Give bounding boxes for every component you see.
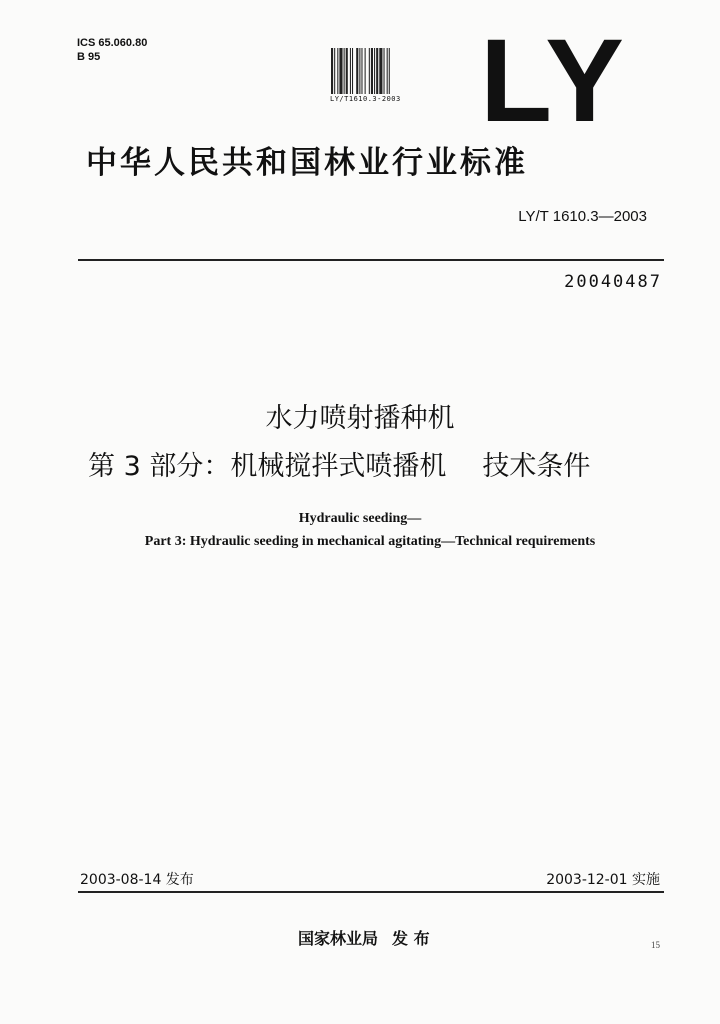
issue-date: 2003-08-14 发布	[80, 872, 194, 888]
title-line-1: 水力喷射播种机	[265, 403, 455, 434]
barcode-bar	[376, 48, 378, 94]
ministry-heading: 中华人民共和国林业行业标准	[86, 145, 528, 181]
header-divider	[78, 259, 664, 261]
barcode-bar	[365, 48, 366, 94]
ly-logo: LY	[480, 15, 628, 147]
barcode-bar	[384, 48, 385, 94]
publisher-name: 国家林业局	[298, 929, 379, 948]
barcode-bar	[374, 48, 375, 94]
standard-number: LY/T 1610.3—2003	[518, 208, 647, 225]
barcode-bar	[344, 48, 345, 94]
barcode-bar	[387, 48, 388, 94]
class-code: B 95	[77, 51, 101, 63]
barcode-bar	[389, 48, 390, 94]
barcode-bar	[352, 48, 353, 94]
barcode-bar	[337, 48, 338, 94]
page-number: 15	[651, 940, 660, 950]
barcode-bar	[334, 48, 335, 94]
barcode-bar	[379, 48, 382, 94]
publisher-line	[298, 926, 430, 949]
classification-codes	[77, 36, 147, 64]
title-subtitle: 技术条件	[482, 451, 591, 482]
barcode-bar	[369, 48, 370, 94]
english-title-line-2: Part 3: Hydraulic seeding in mechanical agitating—Technical requirements	[144, 534, 596, 549]
barcode	[330, 48, 418, 103]
publish-word: 发 布	[392, 929, 430, 948]
barcode-bar	[359, 48, 360, 94]
barcode-bar	[371, 48, 373, 94]
barcode-bar	[346, 48, 348, 94]
title-part: 第 3 部分：机械搅拌式喷播机	[88, 451, 447, 482]
barcode-bar	[356, 48, 358, 94]
title-line-2	[88, 444, 590, 483]
barcode-bar	[331, 48, 333, 94]
barcode-graphic	[330, 48, 416, 94]
english-title-line-1: Hydraulic seeding—	[298, 511, 422, 526]
barcode-bar	[350, 48, 351, 94]
barcode-bar	[361, 48, 362, 94]
ics-code: ICS 65.060.80	[77, 37, 148, 49]
implement-date: 2003-12-01 实施	[546, 872, 660, 888]
stamp-number: 20040487	[564, 272, 662, 292]
barcode-text: LY/T1610.3-2003	[330, 95, 401, 103]
footer-divider	[78, 891, 664, 893]
barcode-bar	[339, 48, 342, 94]
